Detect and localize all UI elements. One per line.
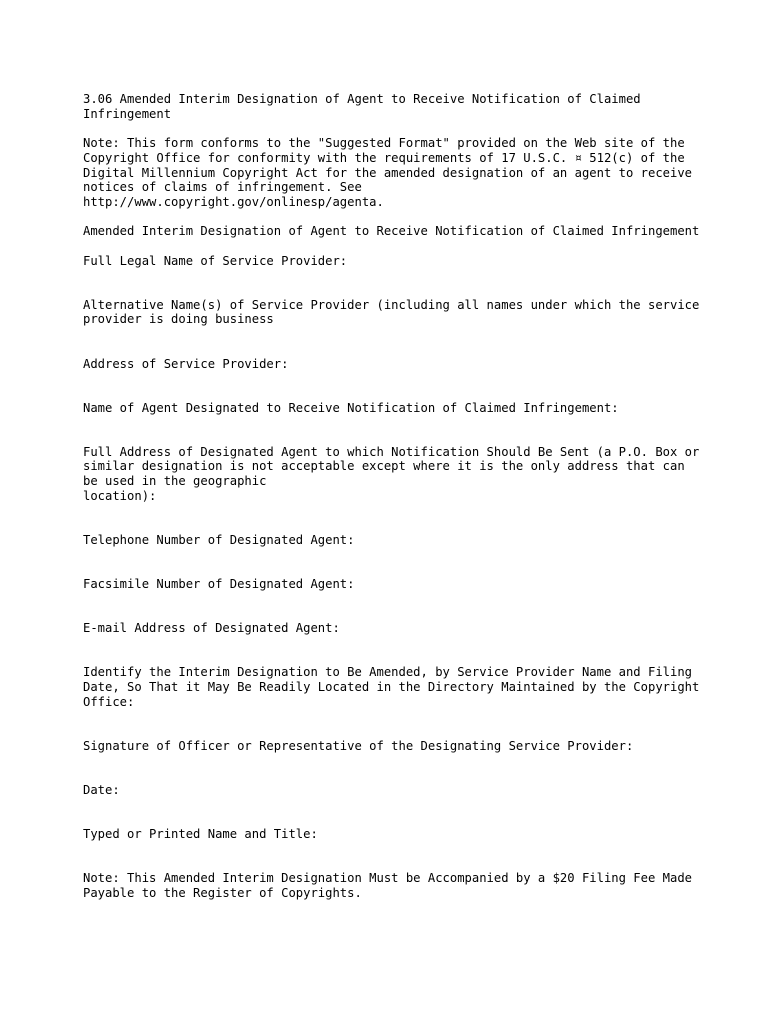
field-alternative-names: Alternative Name(s) of Service Provider (including all names under which the service provider is doing business [83,297,707,327]
document-heading: 3.06 Amended Interim Designation of Agent to Receive Notification of Claimed Infringement [83,92,648,121]
intro-note: Note: This form conforms to the "Suggested Format" provided on the Web site of the Copyright Office for conformity with the requirements of 17 U.S.C. ¤ 512(c) of the Digital Millennium Copyright Act for the amended designation of an agent to receive notices of claims of infringement. See http://www.copyright.gov/onlinesp/agenta. [83,136,693,209]
field-full-legal-name: Full Legal Name of Service Provider: [83,253,348,268]
form-title: Amended Interim Designation of Agent to Receive Notification of Claimed Infringement [83,224,700,239]
fee-note: Note: This Amended Interim Designation Must be Accompanied by a $20 Filing Fee Made Payable to the Register of Copyrights. [83,871,700,900]
field-interim-designation-id: Identify the Interim Designation to Be Amended, by Service Provider Name and Filing Date, So That it May Be Readily Located in the Directory Maintained by the Copyright Office: [83,665,707,709]
field-service-provider-address: Address of Service Provider: [83,356,289,371]
field-agent-facsimile: Facsimile Number of Designated Agent: [83,577,355,592]
document-page [83,92,707,900]
field-date: Date: [83,782,120,797]
field-agent-telephone: Telephone Number of Designated Agent: [83,532,355,547]
field-agent-email: E-mail Address of Designated Agent: [83,621,340,636]
field-agent-name: Name of Agent Designated to Receive Notification of Claimed Infringement: [83,400,619,415]
field-signature: Signature of Officer or Representative of the Designating Service Provider: [83,738,634,753]
field-typed-name-title: Typed or Printed Name and Title: [83,826,318,841]
field-agent-full-address: Full Address of Designated Agent to which Notification Should Be Sent (a P.O. Box or similar designation is not acceptable except where it is the only address that can be used in the geographic location): [83,444,700,503]
